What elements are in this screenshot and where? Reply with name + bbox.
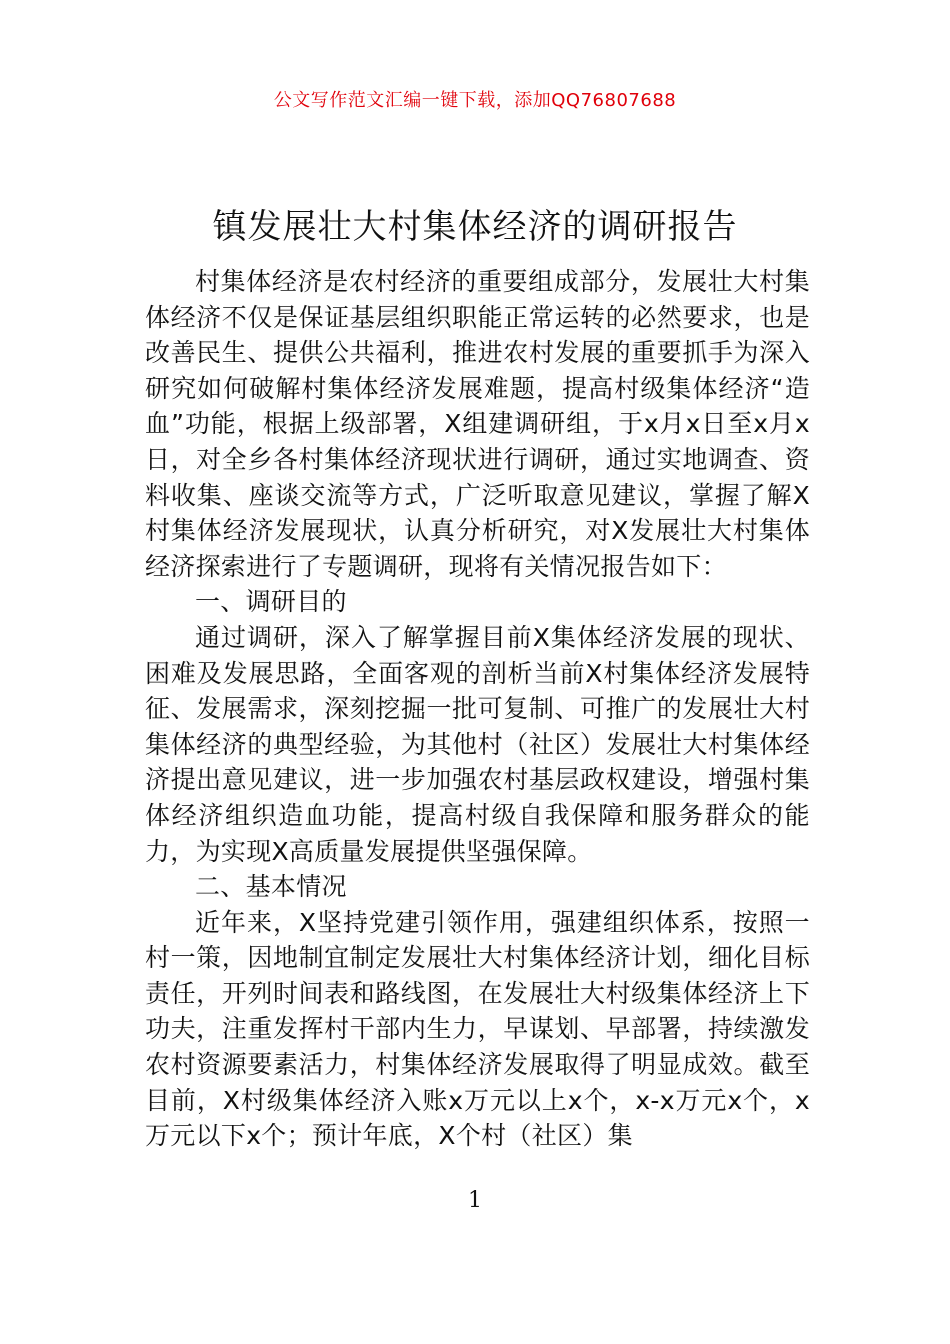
page-number: 1: [468, 1188, 482, 1213]
section-heading-basic: 二、基本情况: [195, 872, 347, 902]
paragraph-intro: 村集体经济是农村经济的重要组成部分，发展壮大村集体经济不仅是保证基层组织职能正常运转的必然要求，也是改善民生、提供公共福利，推进农村发展的重要抓手为深入研究如何破解村集体经济发展难题，提高村级集体经济“造血”功能，根据上级部署，X组建调研组，于x月x日至x月x日，对全乡各村集体经济现状进行调研，通过实地调查、资料收集、座谈交流等方式，广泛听取意见建议，掌握了解X村集体经济发展现状，认真分析研究，对X发展壮大村集体经济探索进行了专题调研，现将有关情况报告如下：: [145, 267, 810, 581]
watermark-banner[interactable]: 公文写作范文汇编一键下载，添加QQ76807688: [273, 90, 677, 111]
page-title: 镇发展壮大村集体经济的调研报告: [212, 206, 738, 247]
paragraph-basic: 近年来，X坚持党建引领作用，强建组织体系，按照一村一策，因地制宜制定发展壮大村集体经济计划，细化目标责任，开列时间表和路线图，在发展壮大村级集体经济上下功夫，注重发挥村干部内生力，早谋划、早部署，持续激发农村资源要素活力，村集体经济发展取得了明显成效。截至目前，X村级集体经济入账x万元以上x个，x-x万元x个，x万元以下x个；预计年底，X个村（社区）集: [145, 907, 810, 1151]
paragraph-purpose: 通过调研，深入了解掌握目前X集体经济发展的现状、困难及发展思路，全面客观的剖析当前X村集体经济发展特征、发展需求，深刻挖掘一批可复制、可推广的发展壮大村集体经济的典型经验，为其他村（社区）发展壮大村集体经济提出意见建议，进一步加强农村基层政权建设，增强村集体经济组织造血功能，提高村级自我保障和服务群众的能力，为实现X高质量发展提供坚强保障。: [145, 622, 810, 866]
section-heading-purpose: 一、调研目的: [195, 587, 347, 617]
document-body: [145, 264, 810, 1154]
